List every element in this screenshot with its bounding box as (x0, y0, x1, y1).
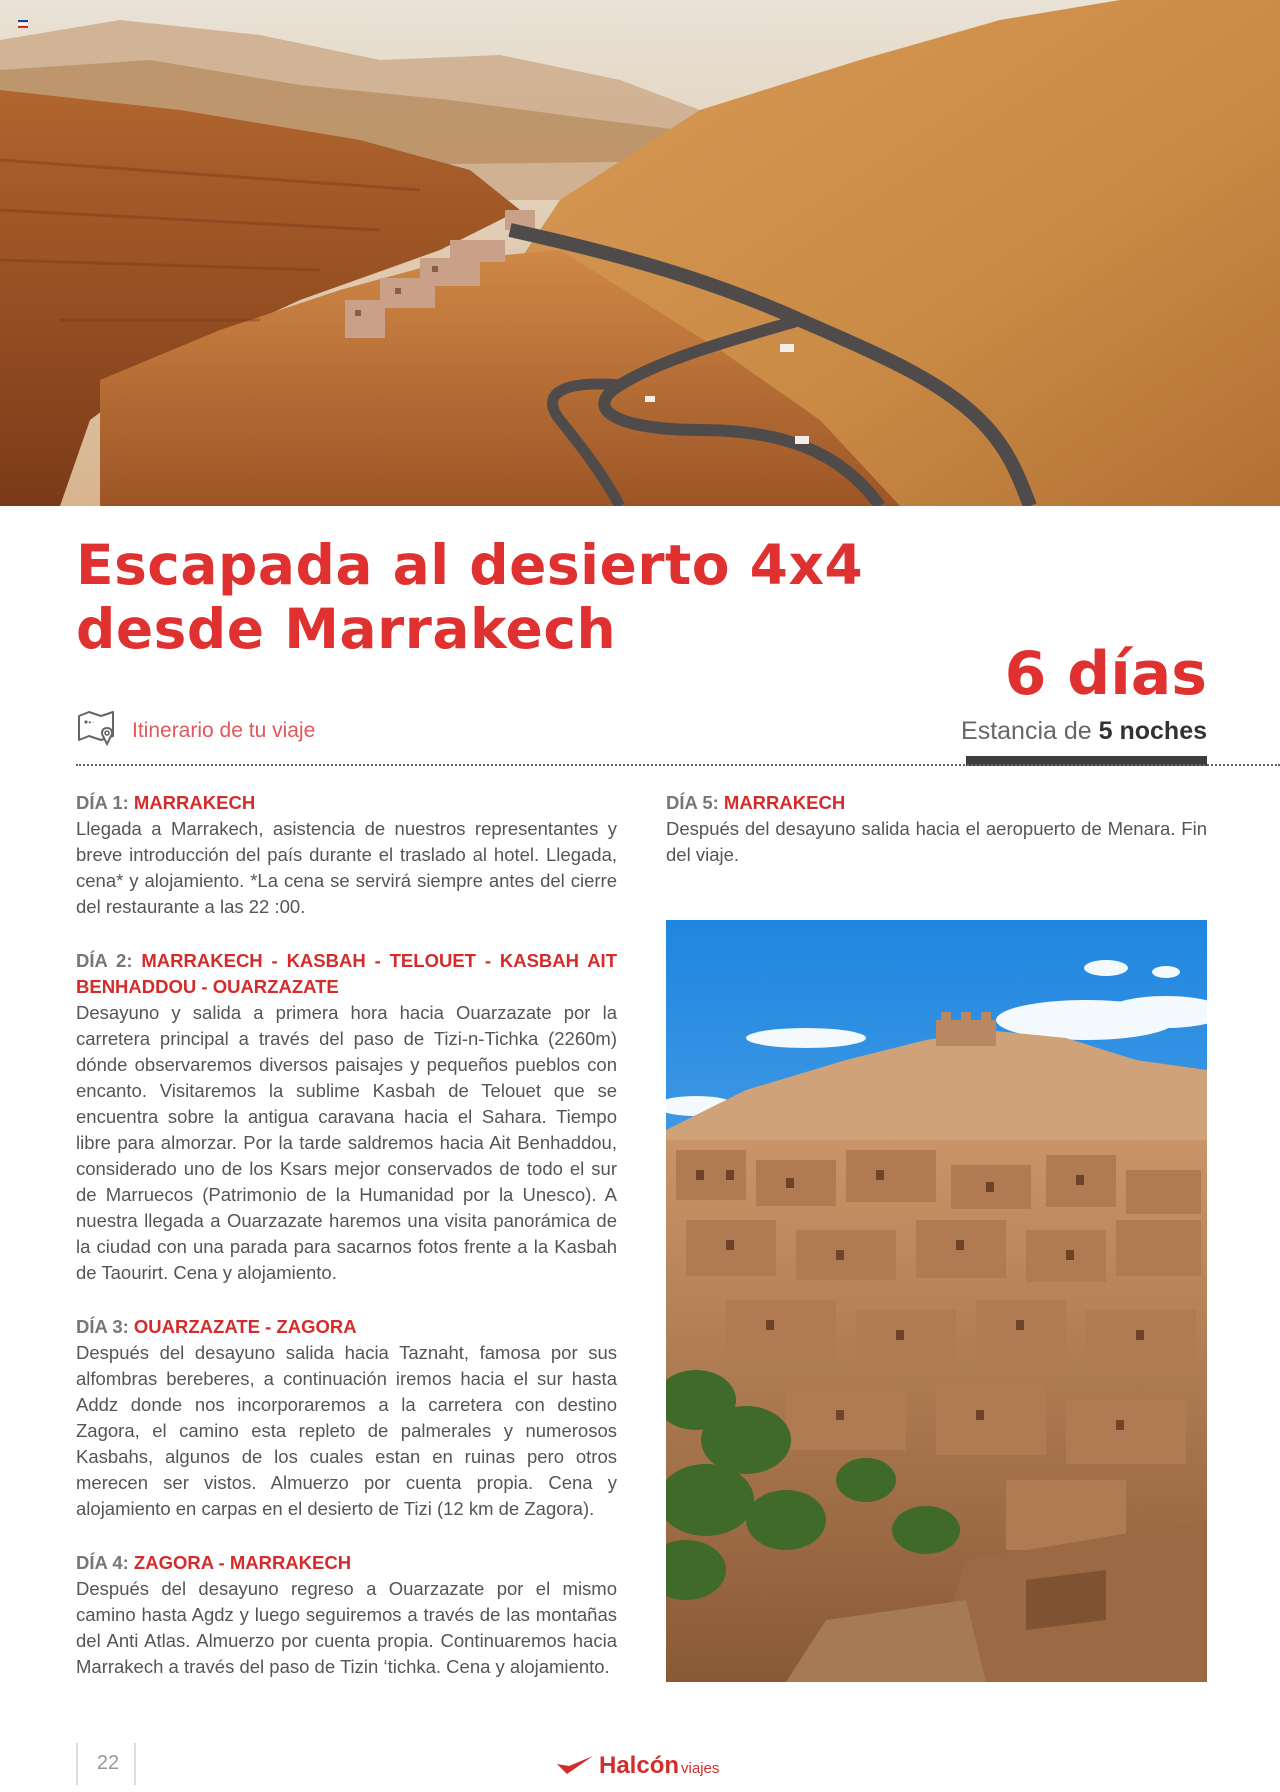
day-label: DÍA 3: (76, 1316, 129, 1337)
day-route: ZAGORA - MARRAKECH (133, 1552, 352, 1573)
day-title (76, 790, 617, 816)
footer-divider-right (134, 1743, 136, 1785)
brand-name: Halcón (599, 1752, 680, 1779)
day-4 (76, 1550, 617, 1680)
halcon-logo (555, 1752, 719, 1780)
day-label: DÍA 2: (76, 950, 133, 971)
footer-divider-left (76, 1743, 78, 1785)
day-description: Después del desayuno salida hacia Taznaht, famosa por sus alfombras bereberes, a continuación iremos hacia el sur hasta Addz donde nos incorporaremos a la carretera con destino Zagora, el camino esta repleto de palmerales y numerosos Kasbahs, algunos de los cuales estan en ruinas pero otros merecen ser vistos. Almuerzo por cuenta propia. Cena y alojamiento en carpas en el desierto de Tizi (12 km de Zagora). (76, 1342, 617, 1519)
itinerary-label: Itinerario de tu viaje (132, 719, 316, 742)
brand-sub: viajes (681, 1760, 720, 1777)
day-route: OUARZAZATE - ZAGORA (133, 1316, 357, 1337)
stay-nights: 5 noches (1098, 717, 1207, 745)
day-label: DÍA 5: (666, 792, 719, 813)
itinerary-left-column (76, 790, 617, 1708)
day-title (666, 790, 1207, 816)
flag-icon (18, 20, 28, 27)
title-line-2: desde Marrakech (76, 597, 617, 661)
day-route: MARRAKECH - KASBAH - TELOUET - KASBAH AIT BENHADDOU - OUARZAZATE (76, 950, 617, 997)
halcon-logo-mark (555, 1754, 595, 1778)
itinerary-right-column (666, 790, 1207, 896)
day-title (76, 1314, 617, 1340)
title-line-1: Escapada al desierto 4x4 (76, 533, 864, 597)
stay-info (961, 714, 1207, 748)
day-description: Desayuno y salida a primera hora hacia Ouarzazate por la carretera principal a través del paso de Tizi-n-Tichka (2260m) dónde observaremos diversos paisajes y pequeños pueblos con encanto. Visitaremos la sublime Kasbah de Telouet que se encuentra sobre la antigua caravana hacia el Sahara. Tiempo libre para almorzar. Por la tarde saldremos hacia Ait Benhaddou, considerado uno de los Ksars mejor conservados de todo el sur de Marruecos (Patrimonio de la Humanidad por la Unesco). A nuestra llegada a Ouarzazate haremos una visita panorámica de la ciudad con una parada para sacarnos fotos frente a la Kasbah de Taourirt. Cena y alojamiento. (76, 1002, 617, 1283)
hero-photo-canyon (0, 0, 1280, 506)
duration-days: 6 días (1004, 639, 1207, 709)
dotted-divider (76, 764, 1280, 766)
day-route: MARRAKECH (723, 792, 846, 813)
day-label: DÍA 1: (76, 792, 129, 813)
day-label: DÍA 4: (76, 1552, 129, 1573)
day-5 (666, 790, 1207, 868)
kasbah-photo (666, 920, 1207, 1682)
day-1 (76, 790, 617, 920)
day-description: Después del desayuno regreso a Ouarzazate por el mismo camino hasta Agdz y luego seguiremos a través de las montañas del Anti Atlas. Almuerzo por cuenta propia. Continuaremos hacia Marrakech a través del paso de Tizin ‘tichka. Cena y alojamiento. (76, 1578, 617, 1677)
page-number: 22 (96, 1752, 120, 1774)
stay-prefix: Estancia de (961, 717, 1092, 745)
itinerary-header (76, 708, 315, 754)
day-description: Después del desayuno salida hacia el aeropuerto de Menara. Fin del viaje. (666, 818, 1207, 865)
day-description: Llegada a Marrakech, asistencia de nuestros representantes y breve introducción del país durante el traslado al hotel. Llegada, cena* y alojamiento. *La cena se servirá siempre antes del cierre del restaurante a las 22 :00. (76, 818, 617, 917)
day-route: MARRAKECH (133, 792, 256, 813)
page-title (76, 533, 863, 661)
day-title (76, 1550, 617, 1576)
map-pin-icon (76, 708, 118, 755)
day-3 (76, 1314, 617, 1522)
day-2 (76, 948, 617, 1286)
day-title (76, 948, 617, 1000)
